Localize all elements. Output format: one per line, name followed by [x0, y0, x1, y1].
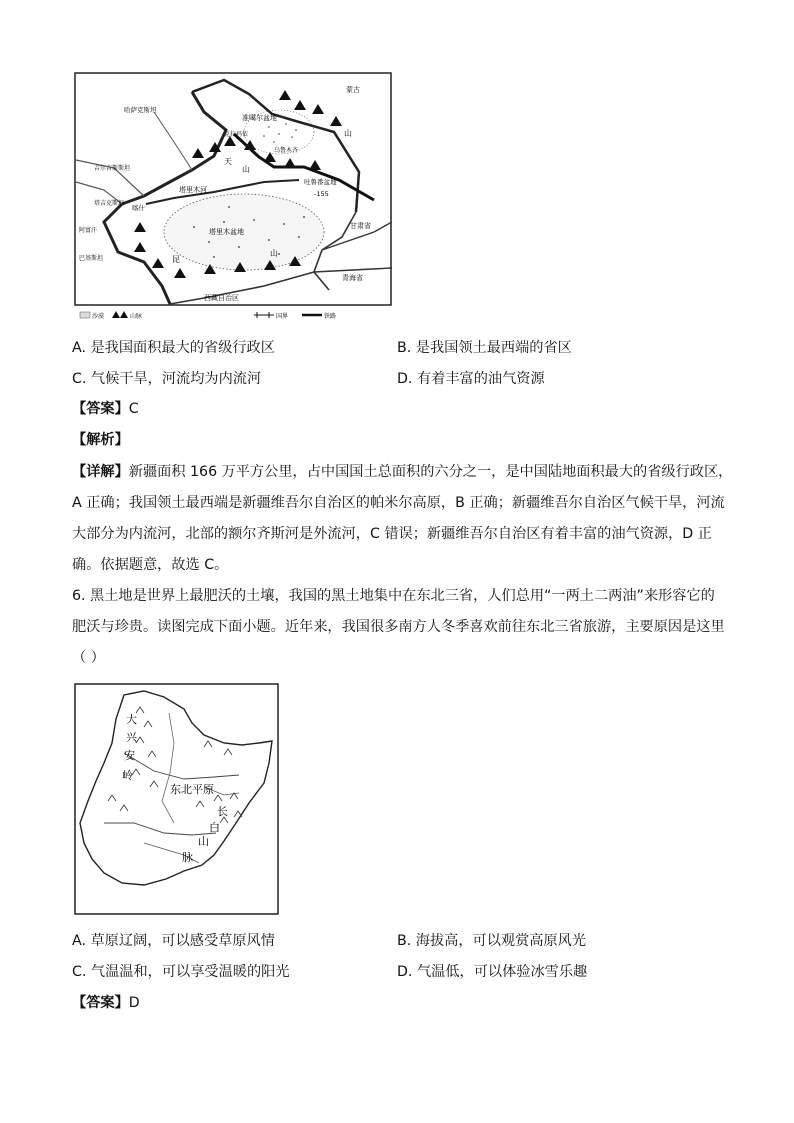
q6-option-b: B. 海拔高，可以观赏高原风光: [397, 933, 587, 949]
detail-label: 【详解】: [72, 464, 129, 480]
northeast-china-map: [74, 683, 279, 915]
label-mai: 脉: [182, 851, 193, 864]
detail-line-2: A 正确；我国领土最西端是新疆维吾尔自治区的帕米尔高原，B 正确；新疆维吾尔自治区气候干旱，河流: [72, 495, 725, 511]
legend-desert: 沙漠: [92, 313, 105, 320]
q5-option-a: A. 是我国面积最大的省级行政区: [72, 340, 275, 356]
label-kashgar: 喀什: [132, 204, 145, 212]
q6-stem-line-1: 6. 黑土地是世界上最肥沃的土壤，我国的黑土地集中在东北三省，人们总用“一两土二两油”来形容它的: [72, 588, 715, 604]
label-turpan-elevation: -155: [314, 190, 329, 198]
map-legend: [80, 311, 336, 320]
answer-label: 【答案】: [72, 401, 129, 417]
q5-option-d: D. 有着丰富的油气资源: [397, 371, 545, 387]
detail-text-1: 新疆面积 166 万平方公里，占中国国土总面积的六分之一，是中国陆地面积最大的省级行政区，: [128, 464, 733, 480]
label-tianshan-1: 天: [224, 157, 232, 166]
label-tajikistan: 塔吉克斯坦: [94, 200, 125, 207]
q6-option-d: D. 气温低，可以体验冰雪乐趣: [397, 964, 588, 980]
q6-option-a: A. 草原辽阔，可以感受草原风情: [72, 933, 275, 949]
label-tibet: 西藏自治区: [204, 294, 239, 302]
label-mongolia: 蒙古: [346, 86, 360, 94]
detail-line-1: [72, 462, 732, 482]
detail-line-4: 确。依据题意，故选 C。: [72, 557, 229, 573]
label-xing: 兴: [126, 731, 137, 744]
label-altai: 山: [344, 129, 352, 138]
label-chang: 长: [217, 805, 228, 818]
q6-answer-label: 【答案】: [72, 995, 129, 1011]
answer-value: C: [128, 401, 139, 417]
label-tianshan-2: 山: [242, 165, 250, 174]
label-urumqi: 乌鲁木齐: [274, 147, 299, 154]
q5-option-b: B. 是我国领土最西端的省区: [397, 340, 572, 356]
q6-answer-line: [72, 993, 140, 1013]
legend-border: 国界: [276, 313, 289, 320]
q6-stem-line-3: （ ）: [72, 650, 105, 666]
label-tarim-river: 塔里木河: [179, 186, 207, 194]
q5-answer-line: [72, 399, 139, 419]
detail-line-3: 大部分为内流河，北部的额尔齐斯河是外流河，C 错误；新疆维吾尔自治区有着丰富的油气资源，D 正: [72, 526, 712, 542]
xinjiang-map: [74, 72, 392, 324]
label-afghanistan: 阿富汗: [79, 227, 98, 234]
label-shan: 山: [198, 835, 209, 848]
label-kazakhstan: 哈萨克斯坦: [124, 106, 157, 114]
label-an: 安: [124, 749, 135, 762]
label-da: 大: [126, 713, 137, 726]
q5-option-c: C. 气候干旱，河流均为内流河: [72, 371, 262, 387]
label-turpan: 吐鲁番盆地: [304, 178, 337, 186]
label-ling: 岭: [122, 769, 133, 782]
label-karamay: 克拉玛依: [224, 131, 249, 138]
label-tarim-basin: 塔里木盆地: [209, 228, 244, 236]
label-plain: 东北平原: [170, 783, 214, 796]
tarim-basin-dots: [164, 194, 324, 270]
label-kunlun-1: 昆: [172, 255, 180, 264]
label-kyrgyzstan: 吉尔吉斯斯坦: [94, 165, 131, 172]
analysis-label: 【解析】: [72, 432, 129, 448]
label-gansu: 甘肃省: [350, 222, 371, 230]
q6-stem-line-2: 肥沃与珍贵。读图完成下面小题。近年来，我国很多南方人冬季喜欢前往东北三省旅游，主要原因是这里: [72, 619, 725, 635]
label-pakistan: 巴基斯坦: [79, 255, 104, 262]
q6-answer-value: D: [128, 995, 140, 1011]
label-junggar: 准噶尔盆地: [242, 114, 277, 122]
legend-railway: 铁路: [324, 313, 337, 320]
label-qinghai: 青海省: [342, 274, 363, 282]
label-kunlun-2: 山: [270, 249, 278, 258]
q6-option-c: C. 气温温和，可以享受温暖的阳光: [72, 964, 290, 980]
label-bai: 白: [209, 821, 220, 834]
legend-mountain: 山脉: [130, 313, 143, 320]
